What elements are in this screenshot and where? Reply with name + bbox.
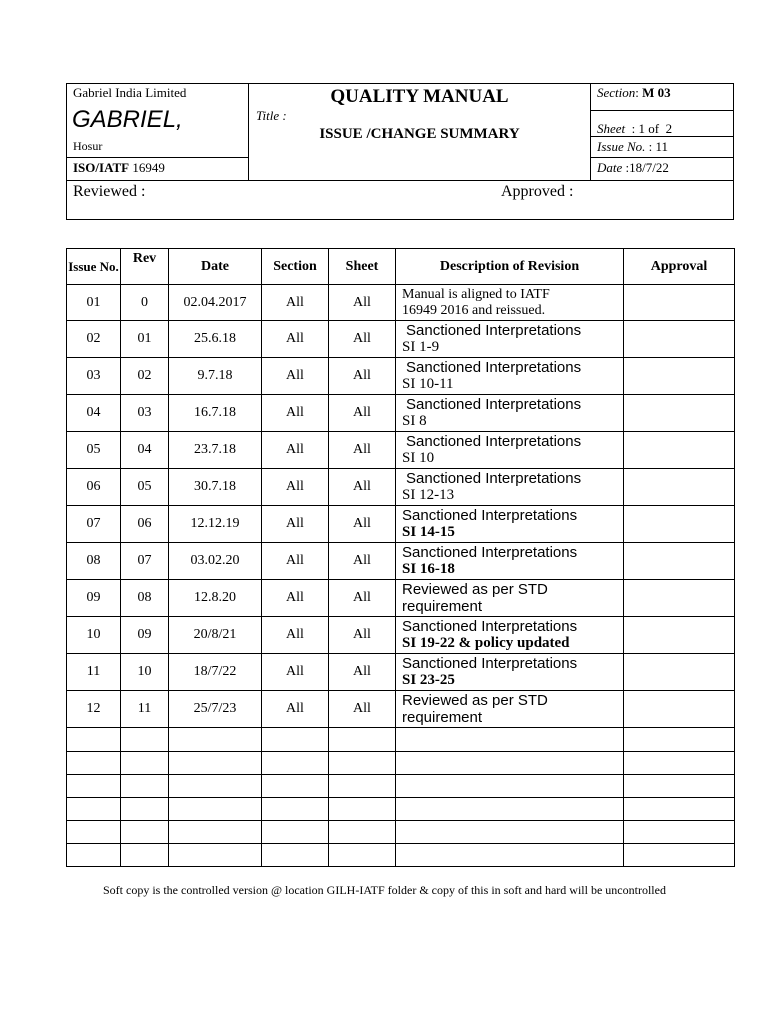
date-cell: 20/8/21 [169,617,262,654]
section-cell: All [262,580,329,617]
document-title: ISSUE /CHANGE SUMMARY [319,126,520,142]
empty-cell [329,752,396,775]
description-line-1: Sanctioned Interpretations [402,618,578,635]
description-line-2: SI 8 [402,413,427,429]
iso-prefix: ISO/IATF [73,160,130,175]
approval-cell [624,358,735,395]
section-field: Section: M 03 [597,85,671,100]
issue-no-cell: 01 [67,285,121,321]
column-header-rev: Rev [121,249,169,285]
sheet-cell: All [329,358,396,395]
rev-cell: 04 [121,432,169,469]
issue-no-cell: 09 [67,580,121,617]
empty-cell [329,728,396,752]
table-header-row [67,249,735,285]
issue-no-cell: 08 [67,543,121,580]
date-cell: 12.12.19 [169,506,262,543]
column-header-date: Date [169,249,262,285]
description-cell [396,506,624,543]
approval-cell [624,617,735,654]
empty-cell [624,798,735,821]
empty-table-row [67,821,735,844]
empty-cell [121,752,169,775]
issue-no-cell: 12 [67,691,121,728]
sheet-cell: All [329,506,396,543]
date-cell: 9.7.18 [169,358,262,395]
empty-cell [67,752,121,775]
issue-no-cell: 10 [67,617,121,654]
issue-no-cell: 07 [67,506,121,543]
sheet-cell: All [329,321,396,358]
rev-cell: 11 [121,691,169,728]
description-line-2: requirement [402,709,483,726]
iso-standard [73,160,165,175]
issue-no-cell: 05 [67,432,121,469]
date-cell: 30.7.18 [169,469,262,506]
description-cell [396,321,624,358]
column-header-issue: Issue No. [67,249,121,285]
rev-cell: 02 [121,358,169,395]
description-line-2: SI 14-15 [402,524,455,540]
column-header-description: Description of Revision [396,249,624,285]
date-value: :18/7/22 [622,160,669,175]
empty-cell [262,728,329,752]
rev-cell: 01 [121,321,169,358]
approval-cell [624,432,735,469]
rev-cell: 09 [121,617,169,654]
empty-cell [396,821,624,844]
reviewed-label: Reviewed : [73,183,146,200]
empty-cell [121,798,169,821]
empty-cell [329,844,396,867]
date-label: Date [597,160,623,175]
description-line-2: SI 10-11 [402,376,454,392]
rev-cell: 06 [121,506,169,543]
date-cell: 16.7.18 [169,395,262,432]
iso-number: 16949 [129,160,165,175]
description-line-1: Sanctioned Interpretations [402,507,578,524]
description-line-1: Sanctioned Interpretations [406,322,582,339]
issue-no-cell: 06 [67,469,121,506]
table-row [67,543,735,580]
empty-cell [169,844,262,867]
empty-cell [262,752,329,775]
description-line-1: Sanctioned Interpretations [406,433,582,450]
empty-cell [121,728,169,752]
table-row [67,617,735,654]
table-row [67,506,735,543]
section-cell: All [262,321,329,358]
empty-table-row [67,798,735,821]
rev-cell: 08 [121,580,169,617]
table-row [67,691,735,728]
empty-cell [169,752,262,775]
manual-title: QUALITY MANUAL [330,86,509,107]
date-field [597,160,669,175]
empty-cell [262,844,329,867]
sheet-cell: All [329,580,396,617]
empty-cell [624,821,735,844]
sheet-cell: All [329,654,396,691]
approval-cell [624,691,735,728]
description-line-1: Sanctioned Interpretations [406,359,582,376]
description-cell [396,691,624,728]
description-line-2: SI 19-22 & policy updated [402,635,570,651]
column-header-approval: Approval [624,249,735,285]
description-cell [396,617,624,654]
revision-table [66,248,735,867]
table-row [67,432,735,469]
description-cell [396,285,624,321]
section-cell: All [262,654,329,691]
approval-cell [624,395,735,432]
empty-cell [67,821,121,844]
issue-no-cell: 02 [67,321,121,358]
date-cell: 23.7.18 [169,432,262,469]
empty-cell [396,728,624,752]
approved-label: Approved : [501,183,574,200]
empty-cell [396,775,624,798]
table-row [67,358,735,395]
description-cell [396,395,624,432]
empty-cell [169,798,262,821]
empty-table-row [67,844,735,867]
description-cell [396,469,624,506]
empty-table-row [67,728,735,752]
approval-cell [624,543,735,580]
description-line-1: Sanctioned Interpretations [402,655,578,672]
empty-cell [329,798,396,821]
sheet-cell: All [329,469,396,506]
company-name: Gabriel India Limited [73,85,187,100]
empty-cell [262,821,329,844]
sheet-cell: All [329,395,396,432]
section-cell: All [262,395,329,432]
rev-cell: 05 [121,469,169,506]
empty-cell [624,775,735,798]
description-cell [396,580,624,617]
issue-label: Issue No. [597,139,646,154]
column-header-section: Section [262,249,329,285]
section-cell: All [262,617,329,654]
empty-cell [67,775,121,798]
table-row [67,321,735,358]
description-line-1: Reviewed as per STD [402,692,548,709]
sheet-cell: All [329,432,396,469]
table-row [67,469,735,506]
empty-cell [67,844,121,867]
date-cell: 25.6.18 [169,321,262,358]
description-cell [396,432,624,469]
rev-cell: 03 [121,395,169,432]
column-header-sheet: Sheet [329,249,396,285]
approval-cell [624,285,735,321]
description-line-1: Sanctioned Interpretations [402,544,578,561]
date-cell: 02.04.2017 [169,285,262,321]
empty-table-row [67,775,735,798]
approval-cell [624,654,735,691]
empty-cell [67,798,121,821]
issue-no-cell: 04 [67,395,121,432]
table-row [67,654,735,691]
sheet-cell: All [329,543,396,580]
location-text: Hosur [73,139,103,153]
table-row [67,285,735,321]
section-label: Section [597,85,636,100]
footer-note: Soft copy is the controlled version @ location GILH-IATF folder & copy of this in soft and hard will be uncontrolled [103,883,666,897]
date-cell: 03.02.20 [169,543,262,580]
sheet-value: : 1 of 2 [625,121,673,136]
table-row [67,395,735,432]
empty-cell [329,775,396,798]
section-cell: All [262,506,329,543]
description-line-1: Manual is aligned to IATF [402,286,550,302]
description-line-1: Sanctioned Interpretations [406,396,582,413]
rev-cell: 10 [121,654,169,691]
rev-cell: 0 [121,285,169,321]
description-line-1: Reviewed as per STD [402,581,548,598]
empty-cell [329,821,396,844]
section-cell: All [262,285,329,321]
empty-cell [121,821,169,844]
empty-cell [396,752,624,775]
issue-no-cell: 03 [67,358,121,395]
sheet-cell: All [329,691,396,728]
issue-value: : 11 [645,139,669,154]
empty-cell [624,844,735,867]
title-label: Title : [256,108,287,123]
description-line-2: 16949 2016 and reissued. [402,302,546,318]
approval-cell [624,506,735,543]
section-cell: All [262,543,329,580]
description-line-2: SI 1-9 [402,339,440,355]
rev-cell: 07 [121,543,169,580]
table-row [67,580,735,617]
section-cell: All [262,469,329,506]
empty-cell [396,798,624,821]
issue-field [597,139,668,154]
empty-cell [169,728,262,752]
empty-cell [262,775,329,798]
empty-cell [624,728,735,752]
section-cell: All [262,358,329,395]
sheet-field [597,121,672,136]
description-line-2: SI 16-18 [402,561,455,577]
description-cell [396,358,624,395]
approval-cell [624,580,735,617]
description-cell [396,654,624,691]
revision-table-body [67,285,735,867]
empty-cell [67,728,121,752]
section-cell: All [262,691,329,728]
date-cell: 12.8.20 [169,580,262,617]
description-line-2: requirement [402,598,483,615]
date-cell: 25/7/23 [169,691,262,728]
date-cell: 18/7/22 [169,654,262,691]
section-value: M 03 [642,85,671,100]
description-line-1: Sanctioned Interpretations [406,470,582,487]
description-line-2: SI 12-13 [402,487,455,503]
empty-cell [121,775,169,798]
description-line-2: SI 23-25 [402,672,455,688]
sheet-cell: All [329,285,396,321]
empty-cell [169,821,262,844]
sheet-cell: All [329,617,396,654]
company-logo: GABRIEL, [72,106,183,133]
sheet-label: Sheet [597,121,626,136]
empty-cell [396,844,624,867]
empty-cell [169,775,262,798]
empty-table-row [67,752,735,775]
empty-cell [262,798,329,821]
description-cell [396,543,624,580]
approval-cell [624,469,735,506]
section-cell: All [262,432,329,469]
issue-no-cell: 11 [67,654,121,691]
empty-cell [624,752,735,775]
description-line-2: SI 10 [402,450,435,466]
approval-cell [624,321,735,358]
empty-cell [121,844,169,867]
